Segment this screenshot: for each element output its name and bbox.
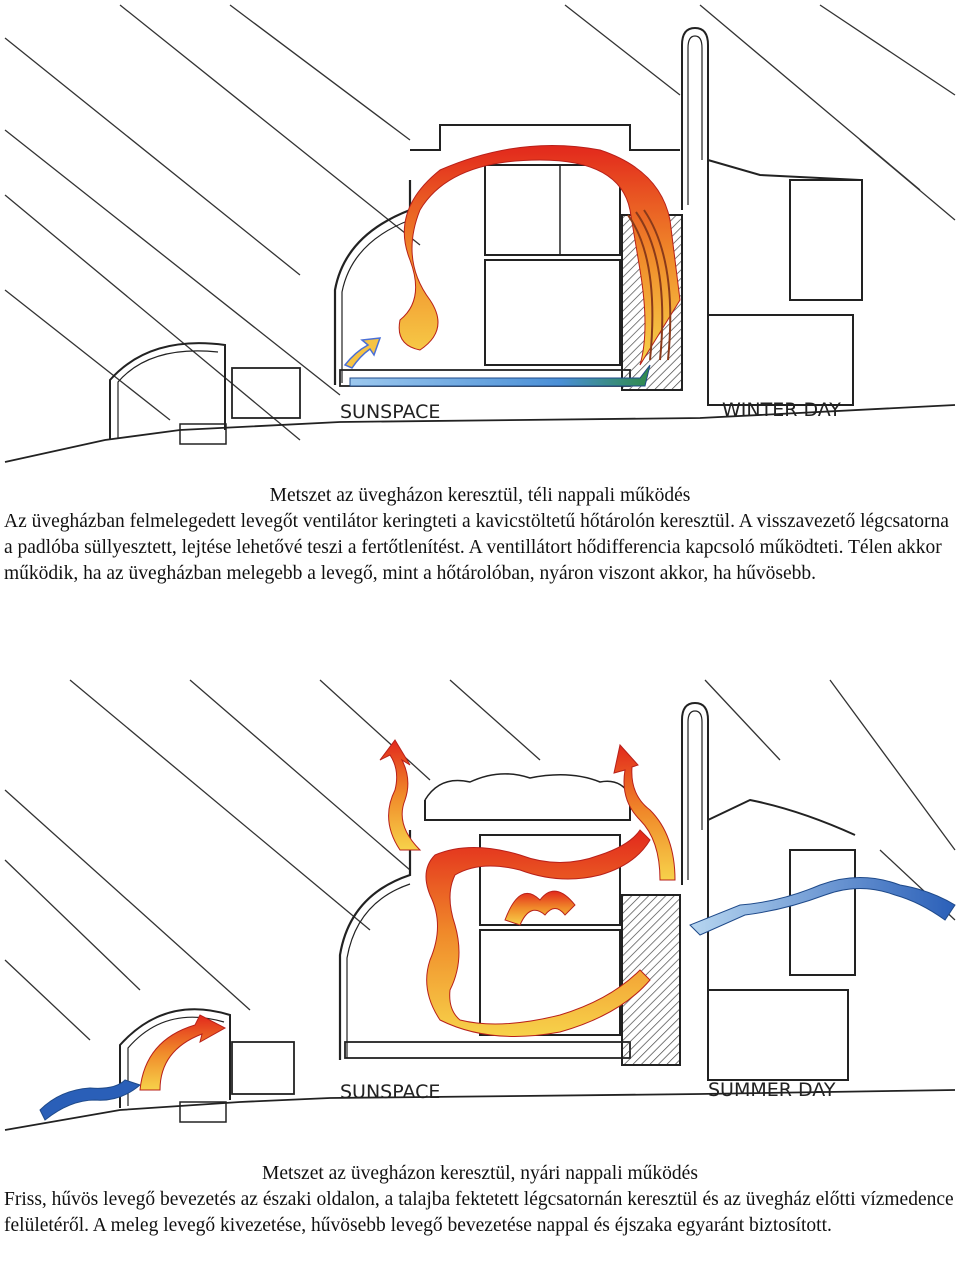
sunspace-floor bbox=[345, 1042, 630, 1058]
winter-caption-text: Az üvegházban felmelegedett levegőt ventilátor keringteti a kavicstöltetű hőtárolón keresztül. A visszavezető légcsatorna a padlóba süllyesztett, lejtése lehetővé teszi a fertőtlenítést. A ventillátort hődifferencia kapcsoló működteti. Télen akkor működik, ha az üvegházban melegebb a levegő, mint a hőtárolóban, nyáron viszont akkor, ha hűvösebb. bbox=[4, 511, 949, 584]
winter-sunspace-label: SUNSPACE bbox=[340, 401, 441, 423]
cool-air-intake-north bbox=[690, 878, 955, 936]
vent-stack bbox=[682, 703, 708, 885]
house-upper-room bbox=[790, 850, 855, 975]
house-lower-room bbox=[708, 990, 848, 1080]
summer-caption bbox=[4, 1161, 956, 1239]
summer-mode-label: SUMMER DAY bbox=[708, 1079, 836, 1101]
interior-warm-flow bbox=[505, 891, 575, 925]
vent-stack bbox=[682, 28, 708, 210]
sunspace-glazing bbox=[335, 180, 410, 385]
front-greenhouse bbox=[110, 343, 225, 440]
summer-section-drawing bbox=[0, 670, 960, 1140]
house-roof bbox=[708, 160, 860, 180]
winter-section-drawing bbox=[0, 0, 960, 470]
summer-sunspace-label: SUNSPACE bbox=[340, 1081, 441, 1103]
intake-arrow bbox=[345, 338, 380, 368]
sun-rays bbox=[5, 5, 955, 440]
floor-duct-flow bbox=[350, 365, 650, 386]
water-basin bbox=[232, 368, 300, 418]
ground-duct-box bbox=[180, 424, 226, 444]
house-roof bbox=[708, 800, 855, 835]
summer-caption-text: Friss, hűvös levegő bevezetés az északi oldalon, a talajba fektetett légcsatornán keresztül és az üvegház előtti vízmedence felületéről. A meleg levegő kivezetése, hűvösebb levegő bevezetése nappal és éjszaka egyaránt biztosított. bbox=[4, 1189, 954, 1236]
roof-garden bbox=[425, 774, 630, 800]
sunspace-warm-flow bbox=[426, 830, 650, 1036]
front-greenhouse-warm-flow bbox=[140, 1015, 225, 1090]
summer-caption-title: Metszet az üvegházon keresztül, nyári nappali működés bbox=[262, 1163, 698, 1184]
water-basin bbox=[232, 1042, 294, 1094]
house-lower-room bbox=[708, 315, 853, 405]
winter-mode-label: WINTER DAY bbox=[722, 399, 841, 421]
cool-air-intake-south bbox=[40, 1080, 140, 1120]
winter-caption-title: Metszet az üvegházon keresztül, téli nappali működés bbox=[269, 485, 691, 506]
winter-caption bbox=[4, 483, 956, 587]
house-upper-room bbox=[790, 180, 862, 300]
warm-air-exhaust-left bbox=[380, 740, 420, 850]
